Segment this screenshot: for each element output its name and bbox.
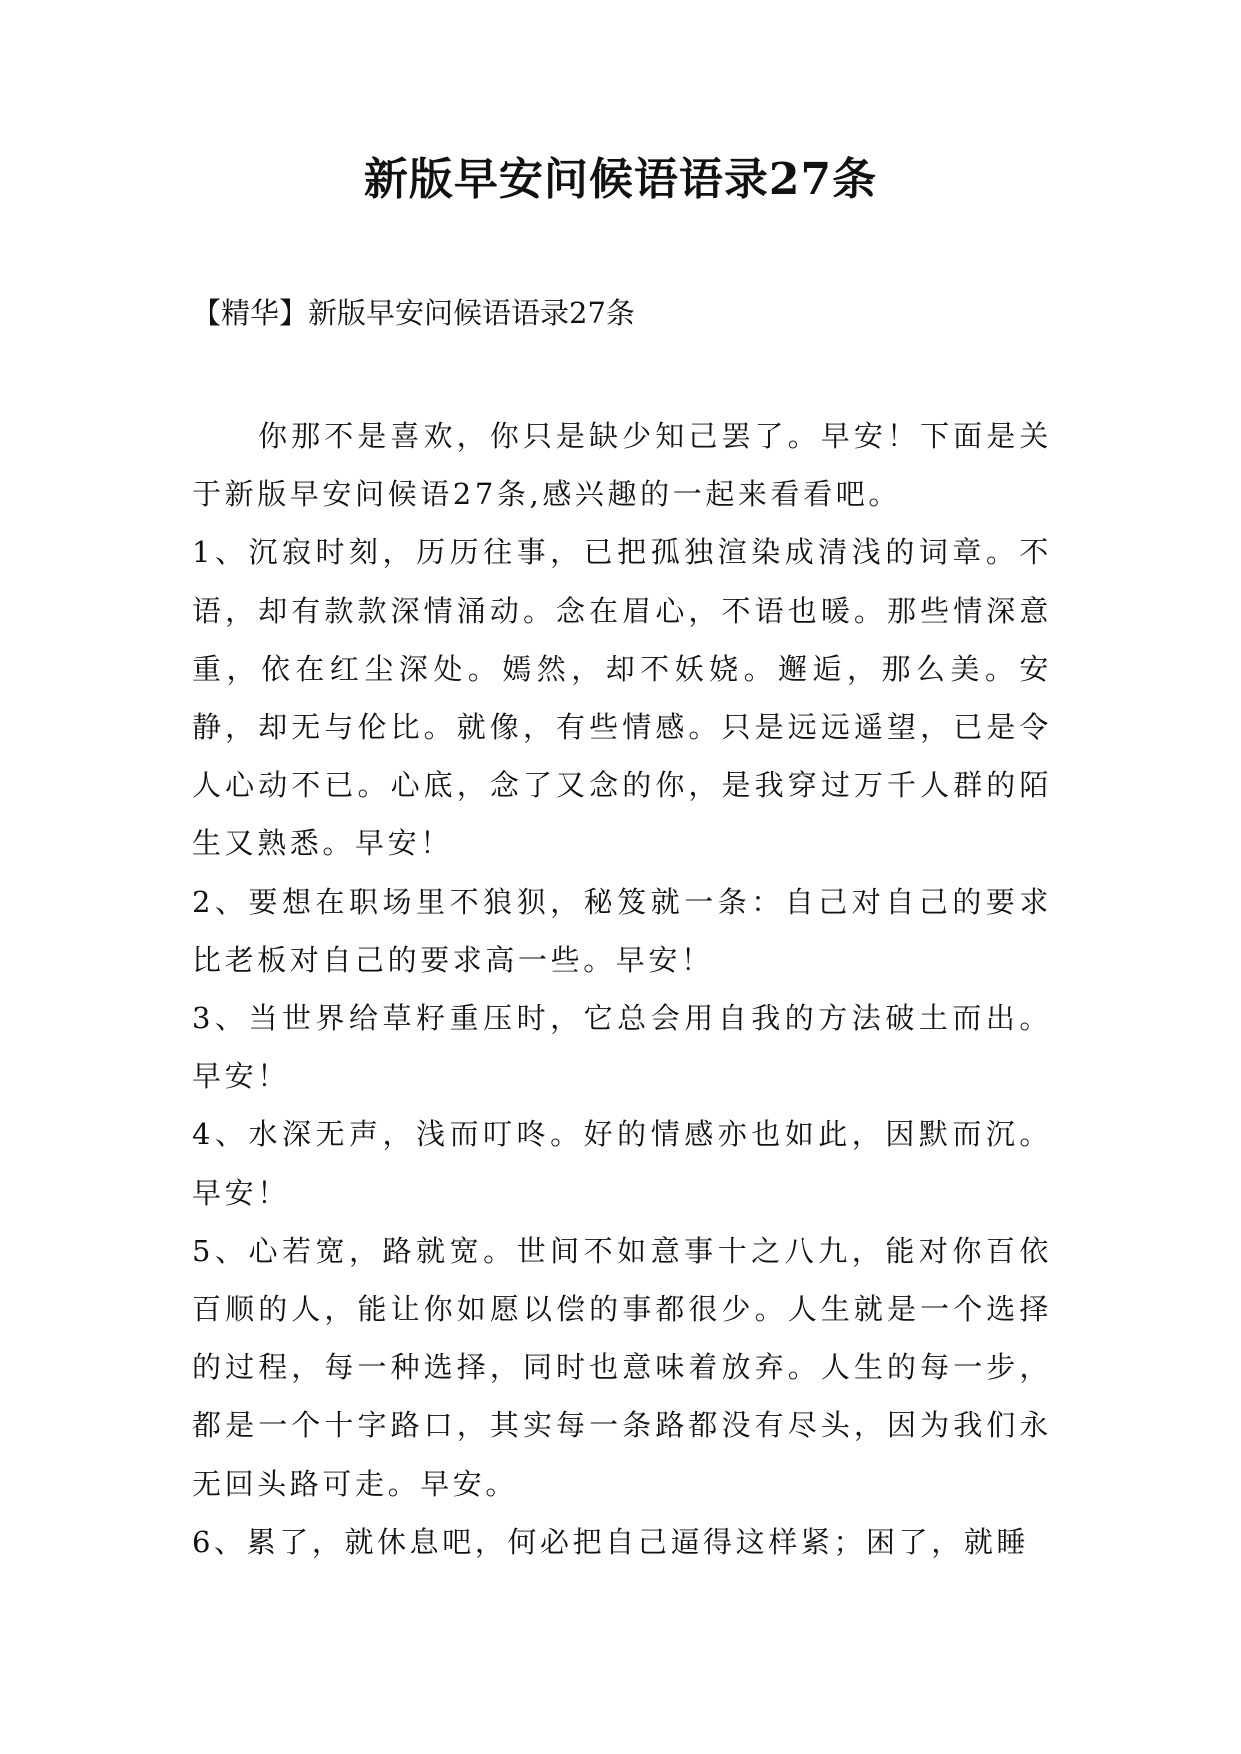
list-item: 6、累了，就休息吧，何必把自己逼得这样紧；困了，就睡 (192, 1524, 1030, 1559)
list-item: 5、心若宽，路就宽。世间不如意事十之八九，能对你百依百顺的人，能让你如愿以偿的事都很少。人生就是一个选择的过程，每一种选择，同时也意味着放弃。人生的每一步，都是一个十字路口，其实每一条路都没有尽头，因为我们永无回头路可走。早安。 (192, 1233, 1052, 1501)
list-item: 4、水深无声，浅而叮咚。好的情感亦也如此，因默而沉。早安！ (192, 1117, 1052, 1210)
list-item: 2、要想在职场里不狼狈，秘笈就一条：自己对自己的要求比老板对自己的要求高一些。早安！ (192, 884, 1052, 977)
list-item: 1、沉寂时刻，历历往事，已把孤独渲染成清浅的词章。不语，却有款款深情涌动。念在眉心，不语也暖。那些情深意重，依在红尘深处。嫣然，却不妖娆。邂逅，那么美。安静，却无与伦比。就像，有些情感。只是远远遥望，已是令人心动不已。心底，念了又念的你，是我穿过万千人群的陌生又熟悉。早安！ (192, 535, 1052, 861)
document-title: 新版早安问候语语录27条 (363, 154, 878, 205)
document-body (192, 407, 1052, 1571)
list-item: 3、当世界给草籽重压时，它总会用自我的方法破土而出。早安！ (192, 1001, 1052, 1094)
intro-paragraph: 你那不是喜欢，你只是缺少知己罢了。早安！下面是关于新版早安问候语27条,感兴趣的一起来看看吧。 (192, 419, 1052, 512)
document-subtitle: 【精华】新版早安问候语语录27条 (192, 296, 635, 330)
